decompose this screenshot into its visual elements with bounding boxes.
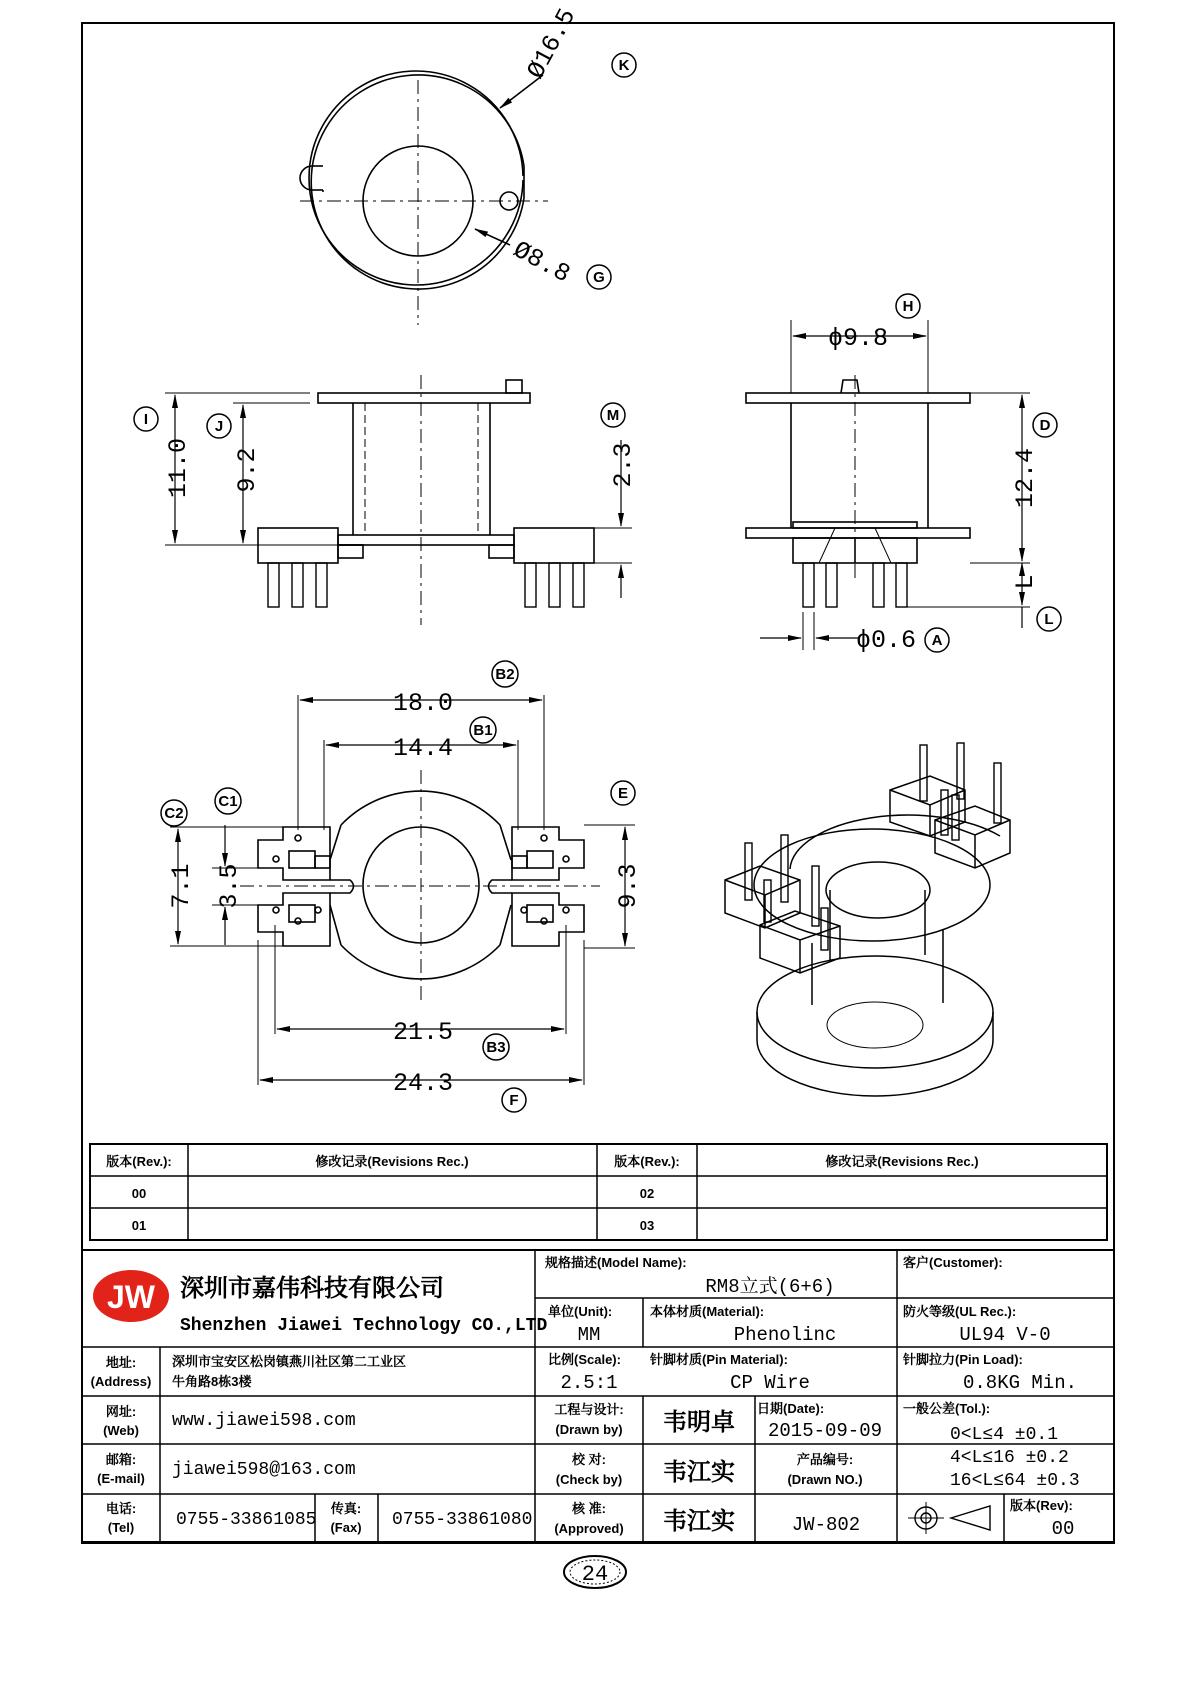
- svg-text:G: G: [593, 269, 605, 286]
- customer-label: 客户(Customer):: [903, 1255, 1003, 1270]
- svg-text:A: A: [931, 632, 943, 649]
- dim-b2: 18.0: [393, 689, 454, 718]
- ul-value: UL94 V-0: [959, 1324, 1051, 1346]
- check-label-en: (Check by): [555, 1472, 623, 1487]
- dim-f: 24.3: [393, 1069, 454, 1098]
- tel-label: 电话:: [105, 1501, 137, 1516]
- isometric-view: [725, 743, 1010, 1096]
- check-label: 校 对:: [572, 1452, 606, 1467]
- front-view: [165, 375, 632, 625]
- tag-e: [611, 781, 635, 805]
- ul-label: 防火等级(UL Rec.):: [903, 1304, 1017, 1319]
- svg-text:B3: B3: [486, 1039, 506, 1056]
- dim-pin-diameter: ϕ0.6: [856, 626, 917, 655]
- fax-label: 传真:: [330, 1501, 362, 1516]
- tag-i: [134, 407, 158, 431]
- rev-row-1-rev2: 02: [639, 1186, 655, 1201]
- tag-b3: [483, 1034, 509, 1060]
- email-address[interactable]: jiawei598@163.com: [172, 1460, 356, 1480]
- tag-d: [1033, 413, 1057, 437]
- unit-label: 单位(Unit):: [548, 1304, 613, 1319]
- tag-m: [601, 403, 625, 427]
- dim-c1: 3.5: [215, 863, 244, 909]
- rev-row-1-rev: 00: [131, 1186, 147, 1201]
- tag-j: [207, 414, 231, 438]
- product-no-label-en: (Drawn NO.): [787, 1472, 863, 1487]
- web-url[interactable]: www.jiawei598.com: [172, 1411, 356, 1431]
- tag-h: [896, 294, 920, 318]
- rev-label: 版本(Rev):: [1010, 1498, 1073, 1513]
- tolerance-row-1: 0<L≤4 ±0.1: [950, 1425, 1059, 1445]
- date-value: 2015-09-09: [767, 1420, 883, 1442]
- rev-value: 00: [1051, 1518, 1075, 1540]
- svg-text:J: J: [214, 418, 224, 435]
- drawn-label-en: (Drawn by): [555, 1422, 623, 1437]
- page-number-badge: [564, 1556, 626, 1588]
- dim-outer-diameter: Ø16.5: [521, 3, 583, 84]
- address-label-en: (Address): [90, 1374, 152, 1389]
- dim-b3: 21.5: [393, 1018, 454, 1047]
- tag-a: [925, 628, 949, 652]
- dim-inner-diameter: Ø8.8: [508, 235, 575, 290]
- dim-base-height: 2.3: [609, 442, 638, 488]
- drawn-by-value: 韦明卓: [663, 1407, 735, 1436]
- rev-header-1: 版本(Rev.):: [106, 1154, 172, 1169]
- drawing-number: JW-802: [791, 1514, 861, 1536]
- tolerance-row-3: 16<L≤64 ±0.3: [950, 1471, 1080, 1491]
- pin-material-label: 针脚材质(Pin Material):: [650, 1352, 788, 1367]
- projection-symbol-icon: [908, 1502, 990, 1534]
- approved-label: 核 准:: [572, 1501, 606, 1516]
- scale-value: 2.5:1: [560, 1372, 618, 1394]
- material-label: 本体材质(Material):: [650, 1304, 765, 1319]
- address-label: 地址:: [105, 1355, 137, 1370]
- svg-text:24: 24: [581, 1562, 609, 1587]
- tel-number: 0755-33861085: [176, 1510, 317, 1530]
- tag-l: [1037, 607, 1061, 631]
- scale-label: 比例(Scale):: [548, 1352, 621, 1367]
- dim-body-height: 9.2: [233, 447, 262, 493]
- fax-number: 0755-33861080: [392, 1510, 533, 1530]
- date-label: 日期(Date):: [757, 1401, 825, 1416]
- top-view: [300, 71, 548, 325]
- approved-label-en: (Approved): [554, 1521, 624, 1536]
- email-label-en: (E-mail): [97, 1471, 145, 1486]
- model-label: 规格描述(Model Name):: [545, 1255, 687, 1270]
- rev-row-2-rev: 01: [131, 1218, 147, 1233]
- tolerance-label: 一般公差(Tol.):: [903, 1401, 991, 1416]
- model-value: RM8立式(6+6): [705, 1276, 835, 1298]
- pin-load-value: 0.8KG Min.: [962, 1372, 1078, 1394]
- dim-b1: 14.4: [393, 734, 454, 763]
- address-line-1: 深圳市宝安区松岗镇燕川社区第二工业区: [172, 1354, 407, 1369]
- tag-c2: [161, 800, 187, 826]
- side-view: [746, 320, 1030, 650]
- material-value: Phenolinc: [733, 1324, 837, 1346]
- tag-g: [587, 265, 611, 289]
- svg-text:L: L: [1044, 611, 1054, 628]
- svg-text:F: F: [509, 1092, 519, 1109]
- dim-total-height: 11.0: [164, 437, 193, 499]
- tag-b1: [470, 717, 496, 743]
- rev-header-3: 版本(Rev.):: [614, 1154, 680, 1169]
- dim-side-height: 12.4: [1011, 447, 1040, 509]
- tel-label-en: (Tel): [107, 1520, 135, 1535]
- product-no-label: 产品编号:: [796, 1452, 854, 1467]
- web-label-en: (Web): [103, 1423, 139, 1438]
- dim-e: 9.3: [614, 863, 643, 909]
- address-line-2: 牛角路8栋3楼: [172, 1374, 252, 1389]
- web-label: 网址:: [105, 1404, 137, 1419]
- company-name-cn: 深圳市嘉伟科技有限公司: [180, 1273, 444, 1302]
- checked-by-value: 韦江实: [663, 1457, 735, 1486]
- tag-k: [612, 53, 636, 77]
- fax-label-en: (Fax): [330, 1520, 362, 1535]
- svg-text:H: H: [902, 298, 914, 315]
- email-label: 邮箱:: [105, 1452, 137, 1467]
- dim-core-diameter: ϕ9.8: [828, 324, 889, 353]
- company-name-en: Shenzhen Jiawei Technology CO.,LTD: [180, 1316, 548, 1336]
- dim-pin-length: L: [1011, 574, 1040, 590]
- rev-header-4: 修改记录(Revisions Rec.): [825, 1154, 979, 1169]
- company-logo: [93, 1270, 169, 1322]
- svg-text:JW: JW: [107, 1279, 155, 1315]
- svg-text:C2: C2: [164, 805, 184, 822]
- unit-value: MM: [577, 1324, 601, 1346]
- pin-material-value: CP Wire: [730, 1372, 810, 1394]
- pin-load-label: 针脚拉力(Pin Load):: [903, 1352, 1023, 1367]
- tag-c1: [215, 788, 241, 814]
- rev-header-2: 修改记录(Revisions Rec.): [315, 1154, 469, 1169]
- dim-c2: 7.1: [167, 863, 196, 909]
- svg-text:C1: C1: [218, 793, 238, 810]
- drawn-label: 工程与设计:: [554, 1402, 624, 1417]
- svg-text:I: I: [143, 411, 149, 428]
- svg-text:B2: B2: [495, 666, 515, 683]
- tag-b2: [492, 661, 518, 687]
- tag-f: [502, 1088, 526, 1112]
- svg-text:K: K: [618, 57, 630, 74]
- tolerance-row-2: 4<L≤16 ±0.2: [950, 1448, 1069, 1468]
- svg-text:M: M: [606, 407, 620, 424]
- rev-row-2-rev2: 03: [639, 1218, 655, 1233]
- svg-text:B1: B1: [473, 722, 493, 739]
- svg-text:E: E: [617, 785, 629, 802]
- svg-text:D: D: [1039, 417, 1051, 434]
- approved-by-value: 韦江实: [663, 1506, 735, 1535]
